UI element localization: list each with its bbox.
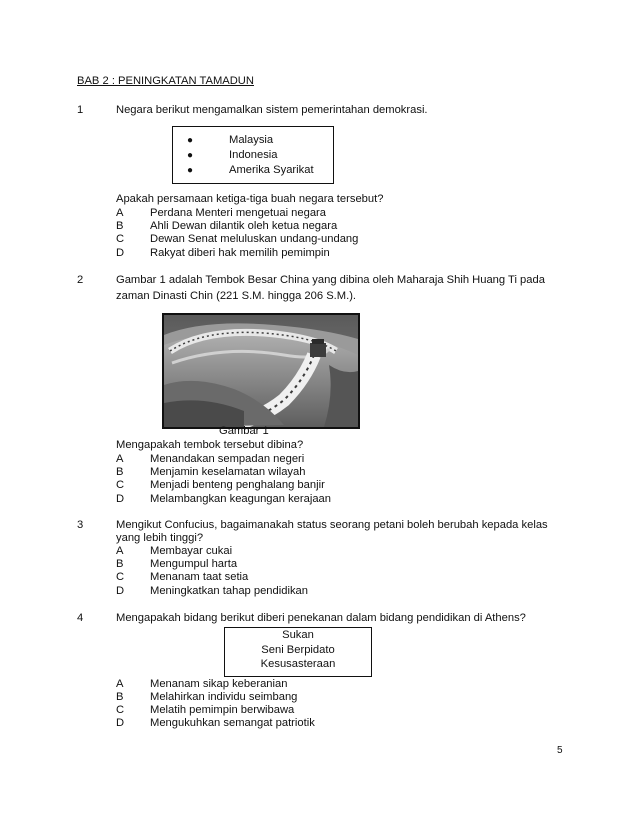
country-item: Malaysia [229, 134, 274, 146]
chapter-title: BAB 2 : PENINGKATAN TAMADUN [77, 75, 254, 87]
option-letter: C [116, 479, 125, 491]
option-text: Melatih pemimpin berwibawa [150, 704, 295, 716]
question-1-country-box [172, 126, 334, 184]
question-3-stem-line-2: yang lebih tinggi? [116, 532, 204, 544]
page-number: 5 [557, 745, 563, 756]
option-letter: A [116, 545, 124, 557]
question-2-stem-line-1: Gambar 1 adalah Tembok Besar China yang dibina oleh Maharaja Shih Huang Ti pada [116, 274, 545, 286]
question-3-stem-line-1: Mengikut Confucius, bagaimanakah status seorang petani boleh berubah kepada kelas [116, 519, 548, 531]
bullet-dot-icon: ● [187, 165, 194, 176]
option-text: Menandakan sempadan negeri [150, 453, 305, 465]
question-2-stem-line-2: zaman Dinasti Chin (221 S.M. hingga 206 S.M.). [116, 290, 357, 302]
field-item: Sukan [282, 629, 314, 641]
option-text: Mengukuhkan semangat patriotik [150, 717, 315, 729]
bullet-dot-icon: ● [187, 135, 194, 146]
option-text: Membayar cukai [150, 545, 233, 557]
option-text: Melahirkan individu seimbang [150, 691, 298, 703]
option-letter: B [116, 220, 124, 232]
great-wall-photo [162, 313, 360, 429]
question-3-number: 3 [77, 519, 84, 531]
question-1-stem: Negara berikut mengamalkan sistem pemerintahan demokrasi. [116, 104, 428, 116]
option-letter: A [116, 453, 124, 465]
field-item: Seni Berpidato [261, 643, 335, 656]
option-letter: C [116, 704, 125, 716]
option-letter: C [116, 571, 125, 583]
option-text: Rakyat diberi hak memilih pemimpin [150, 247, 330, 259]
question-2-number: 2 [77, 274, 84, 286]
option-text: Ahli Dewan dilantik oleh ketua negara [150, 220, 338, 232]
option-letter: A [116, 207, 124, 219]
bullet-dot-icon: ● [187, 150, 194, 161]
option-text: Menanam sikap keberanian [150, 678, 288, 690]
option-text: Menjadi benteng penghalang banjir [150, 479, 325, 491]
option-letter: B [116, 466, 124, 478]
question-4-stem: Mengapakah bidang berikut diberi penekanan dalam bidang pendidikan di Athens? [116, 612, 526, 624]
option-text: Menanam taat setia [150, 571, 249, 583]
option-letter: B [116, 691, 124, 703]
question-4-number: 4 [77, 612, 84, 624]
option-text: Mengumpul harta [150, 558, 238, 570]
option-text: Dewan Senat meluluskan undang-undang [150, 233, 359, 245]
option-letter: D [116, 493, 125, 505]
question-1-prompt: Apakah persamaan ketiga-tiga buah negara tersebut? [116, 193, 384, 205]
question-2-prompt: Mengapakah tembok tersebut dibina? [116, 439, 304, 451]
option-text: Meningkatkan tahap pendidikan [150, 585, 308, 597]
option-letter: D [116, 717, 125, 729]
great-wall-illustration [164, 315, 358, 427]
country-item: Amerika Syarikat [229, 164, 314, 176]
option-letter: D [116, 247, 125, 259]
option-text: Perdana Menteri mengetuai negara [150, 207, 327, 219]
option-letter: B [116, 558, 124, 570]
country-item: Indonesia [229, 149, 278, 161]
question-4-field-box [224, 627, 372, 677]
option-letter: C [116, 233, 125, 245]
option-text: Menjamin keselamatan wilayah [150, 466, 306, 478]
field-item: Kesusasteraan [260, 658, 336, 670]
option-letter: A [116, 678, 124, 690]
figure-caption: Gambar 1 [219, 425, 269, 437]
option-letter: D [116, 585, 125, 597]
question-1-number: 1 [77, 104, 84, 116]
option-text: Melambangkan keagungan kerajaan [150, 493, 331, 505]
